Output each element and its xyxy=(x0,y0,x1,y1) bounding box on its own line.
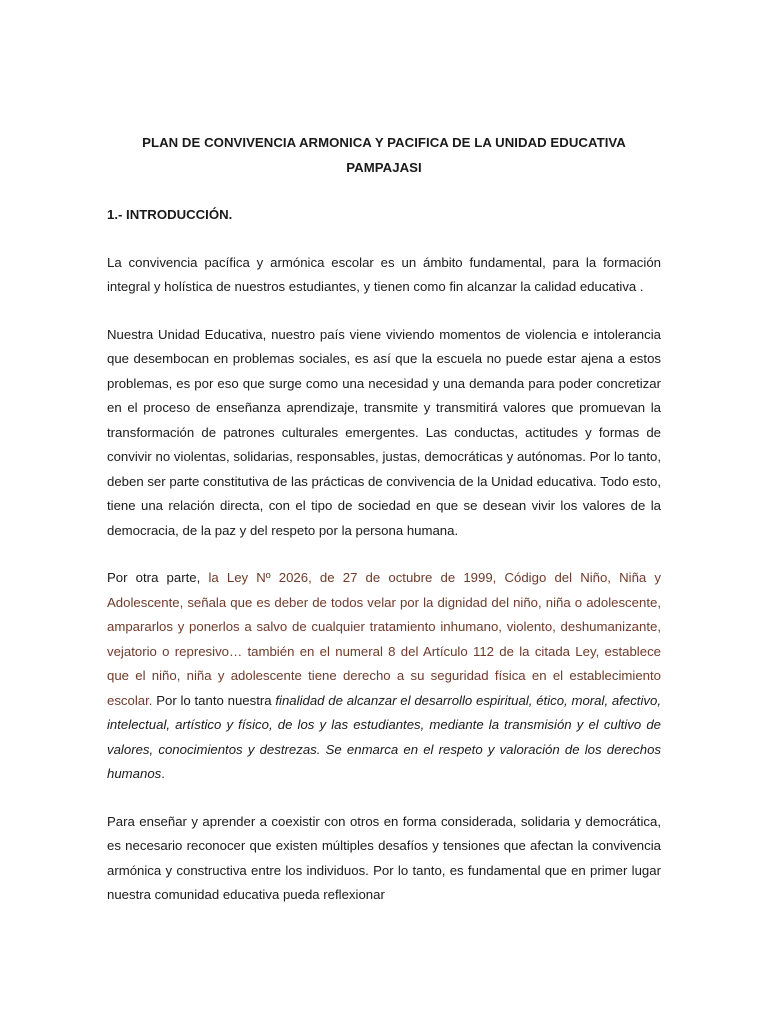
ley-reference: la Ley Nº 2026, de 27 de octubre de 1999, Código del Niño, Niña y Adolescente, señala que es deber de todos velar por la dignidad del niño, niña o adolescente, ampararlos y ponerlos a salvo de cualquier tratamiento inhumano, violento, deshumanizante, vejatorio o represivo… también en el numeral 8 del Artículo 112 de la citada Ley, establece que el niño, niña y adolescente tiene derecho a su seguridad física en el establecimiento escolar. xyxy=(107,570,661,708)
paragraph-introduction: La convivencia pacífica y armónica escolar es un ámbito fundamental, para la formación integral y holística de nuestros estudiantes, y tienen como fin alcanzar la calidad educativa . xyxy=(107,254,661,294)
paragraph-legal-end: . xyxy=(161,766,165,781)
paragraph-legal-italic: finalidad de alcanzar el desarrollo espiritual, ético, moral, afectivo, intelectual, artístico y físico, de los y las estudiantes, mediante la transmisión y el cultivo de valores, conocimientos y destrezas. Se enmarca en el respeto y valoración de los derechos humanos xyxy=(107,692,661,781)
paragraph-legal-intro: Por otra parte, xyxy=(107,570,209,585)
paragraph-legal xyxy=(107,566,661,787)
document-title: PLAN DE CONVIVENCIA ARMONICA Y PACIFICA DE LA UNIDAD EDUCATIVA PAMPAJASI xyxy=(142,135,626,175)
paragraph-context: Nuestra Unidad Educativa, nuestro país viene viviendo momentos de violencia e intolerancia que desembocan en problemas sociales, es así que la escuela no puede estar ajena a estos problemas, es por eso que surge como una necesidad y una demanda para poder concretizar en el proceso de enseñanza aprendizaje, transmite y transmitirá valores que promuevan la transformación de patrones culturales emergentes. Las conductas, actitudes y formas de convivir no violentas, solidarias, responsables, justas, democráticas y autónomas. Por lo tanto, deben ser parte constitutiva de las prácticas de convivencia de la Unidad educativa. Todo esto, tiene una relación directa, con el tipo de sociedad en que se desean vivir los valores de la democracia, de la paz y del respeto por la persona humana. xyxy=(107,326,661,538)
paragraph-coexistence: Para enseñar y aprender a coexistir con otros en forma considerada, solidaria y democrática, es necesario reconocer que existen múltiples desafíos y tensiones que afectan la convivencia armónica y constructiva entre los individuos. Por lo tanto, es fundamental que en primer lugar nuestra comunidad educativa pueda reflexionar xyxy=(107,813,661,902)
section-heading: 1.- INTRODUCCIÓN. xyxy=(107,207,233,222)
paragraph-legal-middle: Por lo tanto nuestra xyxy=(152,692,276,708)
